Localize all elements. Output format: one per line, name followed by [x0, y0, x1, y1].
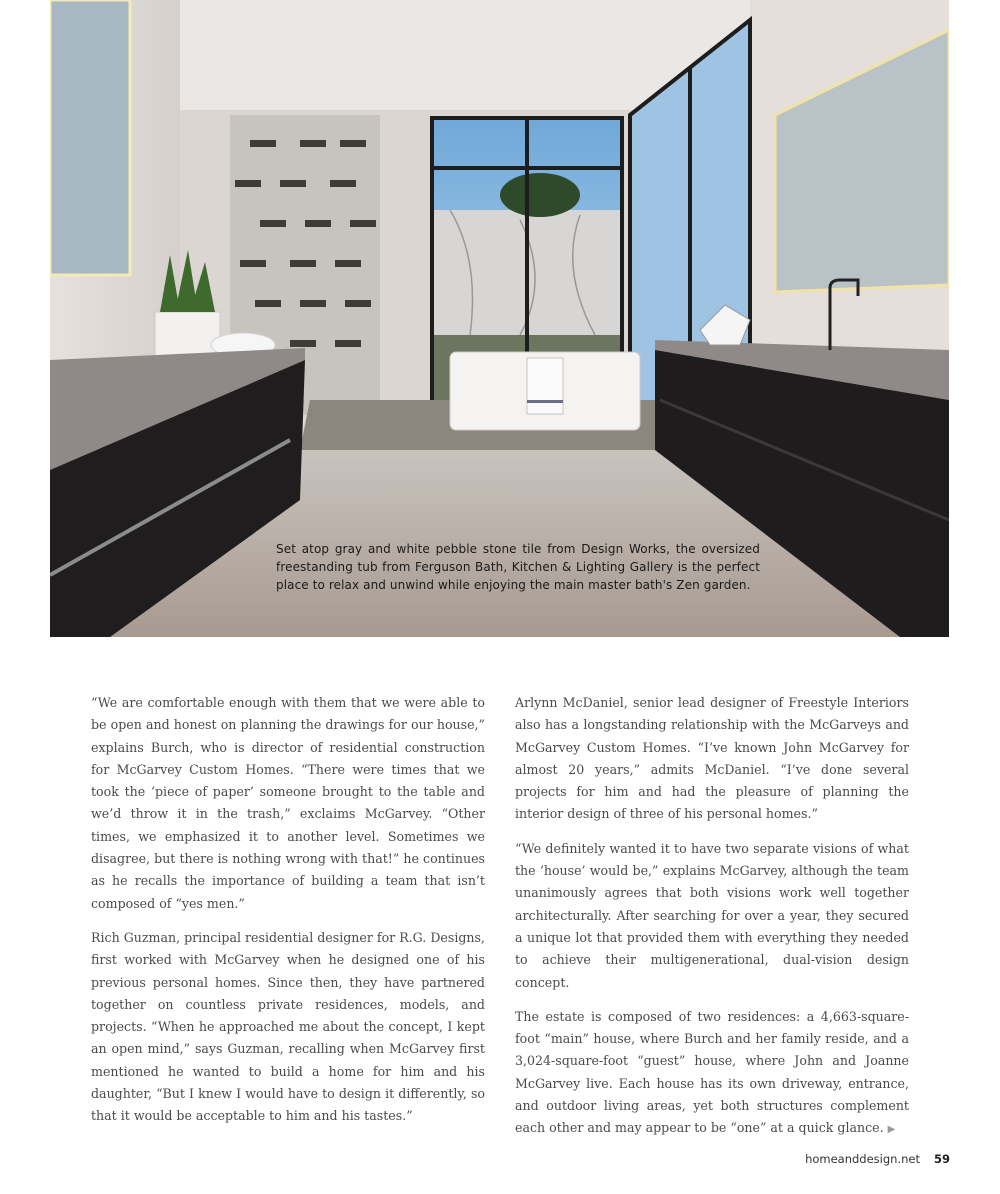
paragraph: Rich Guzman, principal residential designer for R.G. Designs, first worked with McGarvey when he designed one of his previous personal homes. Since then, they have partnered together on countless private residences, models, and projects. “When he approached me about the concept, I kept an open mind,” says Guzman, recalling when McGarvey first mentioned he wanted to build a home for him and his daughter, “But I knew I would have to design it differently, so that it would be acceptable to him and his tastes.”: [91, 929, 485, 1124]
page-footer: [805, 1152, 950, 1166]
paragraph: “We definitely wanted it to have two separate visions of what the ‘house’ would be,” explains McGarvey, although the team unanimously agrees that both visions work well together architecturally. After searching for over a year, they secured a unique lot that provided them with everything they needed to achieve their multigenerational, dual-vision design concept.: [515, 840, 909, 990]
continue-arrow-icon: ▶: [887, 1124, 896, 1136]
bathroom-photo: [50, 0, 949, 637]
paragraph-final-text: The estate is composed of two residences: a 4,663-square-foot “main” house, where Burch and her family reside, and a 3,024-square-foot “guest” house, where John and Joanne McGarvey live. Each house has its own driveway, entrance, and outdoor living areas, yet both structures complement each other and may appear to be “one” at a quick glance.: [515, 1008, 909, 1136]
page-number: 59: [933, 1152, 950, 1166]
article-column-left: [91, 692, 485, 1140]
paragraph: Arlynn McDaniel, senior lead designer of Freestyle Interiors also has a longstanding relationship with the McGarveys and McGarvey Custom Homes. “I’ve known John McGarvey for almost 20 years,” admits McDaniel. “I’ve done several projects for him and had the pleasure of planning the interior design of three of his personal homes.”: [515, 695, 909, 822]
site-url: homeanddesign.net: [805, 1152, 920, 1166]
caption-text: Set atop gray and white pebble stone tile from Design Works, the oversized freestanding tub from Ferguson Bath, Kitchen & Lighting Gallery is the perfect place to relax and unwind while enjoying the main master bath's Zen garden.: [276, 542, 760, 592]
article-column-right: [515, 692, 909, 1154]
paragraph-final: [515, 1006, 909, 1142]
paragraph: “We are comfortable enough with them that we were able to be open and honest on planning the drawings for our house,” explains Burch, who is director of residential construction for McGarvey Custom Homes. “There were times that we took the ‘piece of paper’ someone brought to the table and we’d throw it in the trash,” exclaims McGarvey. “Other times, we emphasized it to another level. Sometimes we disagree, but there is nothing wrong with that!” he continues as he recalls the importance of building a team that isn’t composed of “yes men.”: [91, 695, 485, 911]
photo-caption: [276, 540, 760, 594]
